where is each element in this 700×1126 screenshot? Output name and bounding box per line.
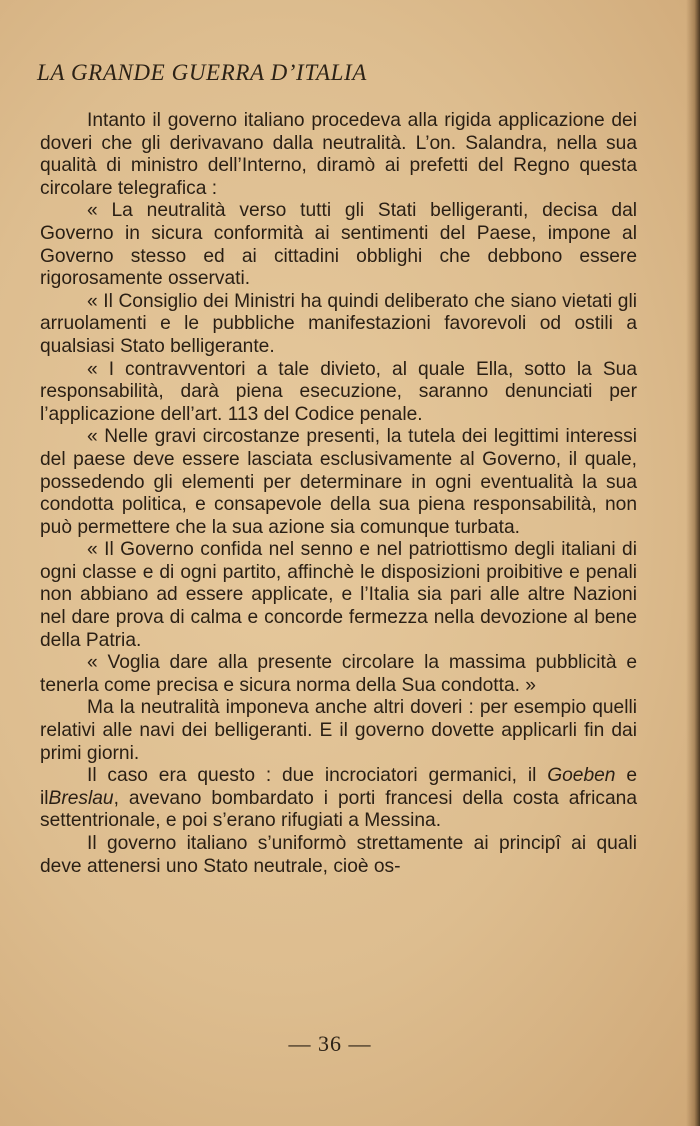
paragraph: « I contravventori a tale divieto, al quale Ella, sotto la Sua responsabilità, darà piena esecuzione, saranno denunciati per l’applicazione dell’art. 113 del Codice penale.	[40, 358, 637, 425]
paragraph: Il governo italiano s’uniformò strettamente ai principî ai quali deve attenersi uno Stato neutrale, cioè os-	[40, 833, 637, 877]
ship-name: Breslau	[48, 787, 114, 809]
paragraph: « Nelle gravi circostanze presenti, la tutela dei legittimi interessi del paese deve essere lasciata esclusivamente al Governo, il quale, possedendo gli elementi per determinare in ogni eventualità la sua condotta politica, e consapevole della sua piena responsabilità, non può permettere che la sua azione sia comunque turbata.	[40, 426, 637, 538]
text-segment: e il	[40, 765, 637, 809]
body-text	[40, 110, 637, 878]
text-segment: , avevano bombardato i porti francesi della costa africana settentrionale, e poi s’erano rifugiati a Messina.	[40, 787, 637, 832]
paragraph: Ma la neutralità imponeva anche altri doveri : per esempio quelli relativi alle navi dei belligeranti. E il governo dovette applicarli fin dai primi giorni.	[40, 697, 637, 764]
page-edge-shadow	[686, 0, 700, 1126]
running-header: LA GRANDE GUERRA D’ITALIA	[37, 60, 367, 85]
paragraph-goeben	[40, 765, 637, 833]
paragraph: « Voglia dare alla presente circolare la massima pubblicità e tenerla come precisa e sicura norma della Sua condotta. »	[40, 652, 637, 696]
ship-name: Goeben	[547, 765, 616, 787]
paragraph: « Il Governo confida nel senno e nel patriottismo degli italiani di ogni classe e di ogni partito, affinchè le disposizioni proibitive e penali non abbiano ad essere applicate, e l’Italia sia pari alle altre Nazioni nel dare prova di calma e concorde fermezza nella devozione al bene della Patria.	[40, 539, 637, 651]
text-segment: Il caso era questo : due incrociatori germanici, il	[87, 765, 548, 787]
paragraph: « Il Consiglio dei Ministri ha quindi deliberato che siano vietati gli arruolamenti e le pubbliche manifestazioni favorevoli od ostili a qualsiasi Stato belligerante.	[40, 290, 637, 357]
page-number: — 36 —	[288, 1031, 372, 1056]
paragraph: « La neutralità verso tutti gli Stati belligeranti, decisa dal Governo in sicura conformità ai sentimenti del Paese, impone al Governo stesso ed ai cittadini obblighi che debbono essere rigorosamente osservati.	[40, 200, 637, 290]
paragraph: Intanto il governo italiano procedeva alla rigida applicazione dei doveri che gli derivavano dalla neutralità. L’on. Salandra, nella sua qualità di ministro dell’Interno, diramò ai prefetti del Regno questa circolare telegrafica :	[40, 110, 637, 199]
